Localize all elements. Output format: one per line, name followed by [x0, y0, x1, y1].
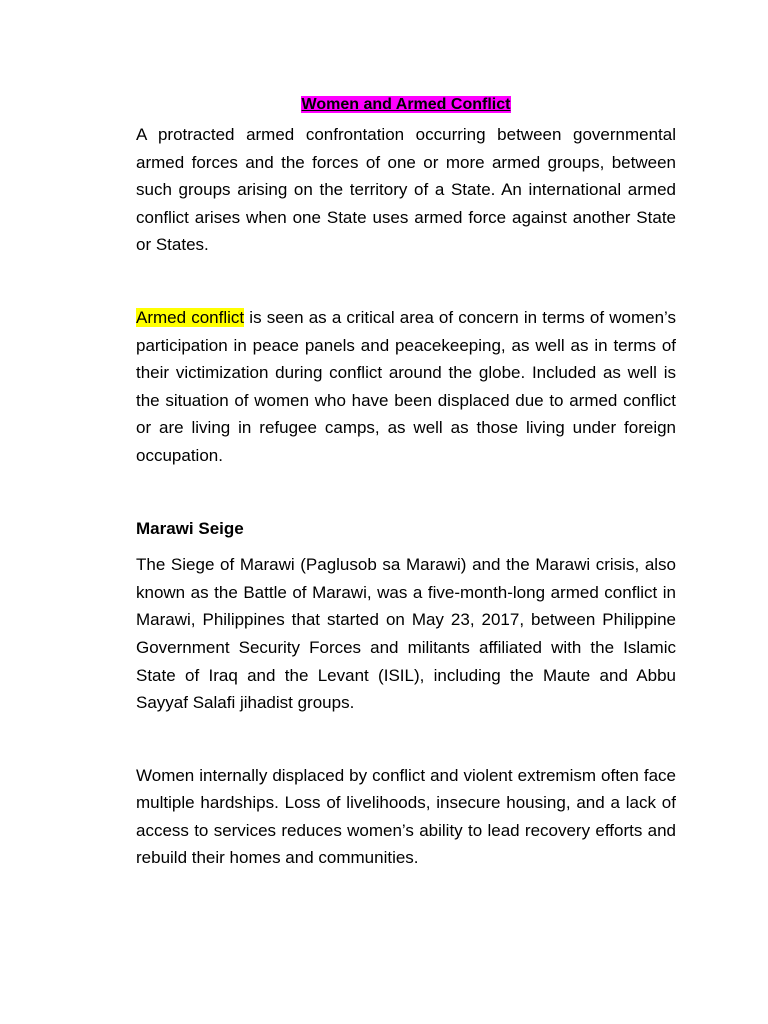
highlighted-term: Armed conflict — [136, 307, 245, 327]
paragraph-displaced-women: Women internally displaced by conflict and violent extremism often face multiple hardships. Loss of livelihoods, insecure housing, and a lack of access to services reduces women’s ability to lead recovery efforts and rebuild their homes and communities. — [136, 765, 676, 868]
paragraph-marawi: The Siege of Marawi (Paglusob sa Marawi) and the Marawi crisis, also known as the Battle of Marawi, was a five-month-long armed conflict in Marawi, Philippines that started on May 23, 2017, between Philippine Government Security Forces and militants affiliated with the Islamic State of Iraq and the Levant (ISIL), including the Maute and Abbu Sayyaf Salafi jihadist groups. — [136, 555, 676, 713]
paragraph-armed-conflict — [136, 304, 676, 470]
paragraph-definition: A protracted armed confrontation occurring between governmental armed forces and the forces of one or more armed groups, between such groups arising on the territory of a State. An international armed conflict arises when one State uses armed force against another State or States. — [136, 125, 676, 255]
title-block — [136, 93, 676, 117]
section-heading: Marawi Seige — [136, 518, 244, 538]
document-title: Women and Armed Conflict — [301, 96, 511, 113]
paragraph-armed-conflict-text: is seen as a critical area of concern in terms of women’s participation in peace panels and peacekeeping, as well as in terms of their victimization during conflict around the globe. Included as well is the situation of women who have been displaced due to armed conflict or are living in refugee camps, as well as those living under foreign occupation. — [136, 307, 677, 465]
document-page — [136, 93, 676, 872]
